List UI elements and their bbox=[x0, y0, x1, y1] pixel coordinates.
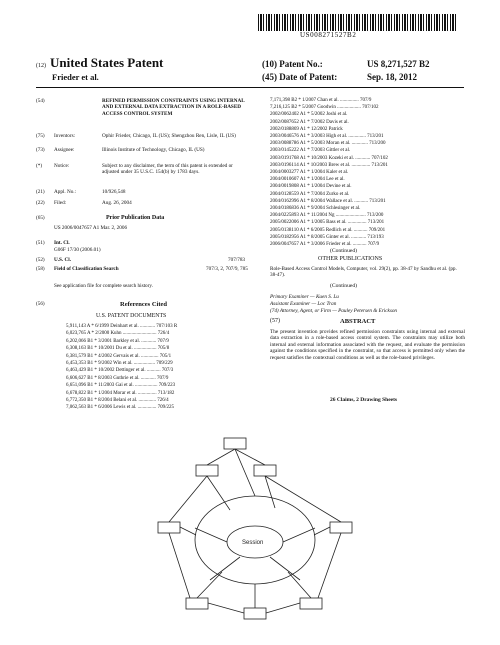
reference-row: 2004/0003277 A1 * 1/2004 Kaler et al. bbox=[270, 170, 349, 175]
reference-row: 2005/0182956 A1 * 8/2005 Ginter et al. ............ 713/193 bbox=[270, 234, 384, 240]
reference-row: 7,216,125 B2 * 5/2007 Goodwin ................... 707/102 bbox=[270, 105, 379, 111]
patent-date-label: (45) Date of Patent: bbox=[262, 72, 338, 82]
reference-row: 6,453,353 B1 * 9/2002 Win et al. ................. 709/229 bbox=[66, 361, 173, 366]
reference-row: 2002/0062402 A1 * 5/2002 Joshi et al. bbox=[270, 112, 348, 118]
other-publications-text: Role-Based Access Control Models, Computer, vol. 29(2), pp. 38-47 by Sandhu et al. (pp. 38-47). bbox=[270, 266, 457, 279]
patent-date-line bbox=[262, 72, 418, 82]
reference-row: 6,651,096 B1 * 11/2003 Gai et al. .................. 709/223 bbox=[66, 383, 176, 389]
reference-row: 2004/0186836 A1 * 9/2004 Schlesinger et al. bbox=[270, 206, 361, 211]
field-code: (75) bbox=[36, 133, 45, 139]
reference-row: 7,171,398 B2 * 1/2007 Chan et al. ............... 707/9 bbox=[270, 98, 372, 103]
reference-row: 2004/0010607 A1 * 1/2004 Lee et al. bbox=[270, 177, 345, 183]
int-cl-value: G06F 17/30 (2006.01) bbox=[54, 247, 101, 253]
us-cl-code: (52) bbox=[36, 257, 45, 263]
reference-row: 2003/0088786 A1 * 5/2003 Moran et al. ............. 713/200 bbox=[270, 141, 386, 147]
us-cl-label: U.S. Cl. bbox=[54, 257, 72, 263]
prior-pub-value: US 2006/0047657 A1 Mar. 2, 2006 bbox=[54, 225, 128, 231]
field-label: Inventors: bbox=[54, 133, 76, 139]
patent-date: Sep. 18, 2012 bbox=[367, 72, 418, 82]
field-value: Ophir Frieder, Chicago, IL (US); Shengzhou Ren, Lisle, IL (US) bbox=[102, 133, 236, 139]
int-cl-label: Int. Cl. bbox=[54, 240, 70, 246]
reference-row: 6,463,429 B1 * 10/2002 Dettinger et al. ........... 707/3 bbox=[66, 368, 174, 374]
prior-pub-title: Prior Publication Data bbox=[106, 215, 165, 221]
reference-row: 6,678,822 B1 * 1/2004 Morar et al. ............... 713/182 bbox=[66, 390, 175, 396]
reference-row: 2005/0022006 A1 * 1/2005 Bass et al. ............... 713/201 bbox=[270, 220, 385, 226]
reference-row: 6,381,579 B1 * 4/2002 Gervais et al. .............. 705/1 bbox=[66, 353, 172, 359]
continued-label-1: (Continued) bbox=[330, 248, 358, 254]
field-value: 10/926,548 bbox=[102, 189, 126, 195]
claims-line: 26 Claims, 2 Drawing Sheets bbox=[330, 397, 398, 403]
field-label: Notice: bbox=[54, 163, 70, 169]
examiner-line: Primary Examiner — Kuen S. Lu bbox=[270, 294, 339, 300]
examiner-line: Assistant Examiner — Loc Tran bbox=[270, 301, 337, 307]
barcode-number: US008271527B2 bbox=[300, 31, 357, 39]
figure-edge bbox=[195, 528, 315, 580]
reference-row: 6,202,066 B1 * 3/2001 Barkley et al. ............ 707/9 bbox=[66, 338, 169, 344]
patent-number-line bbox=[262, 59, 430, 69]
field-value: Illinois Institute of Technology, Chicago, IL (US) bbox=[102, 147, 205, 153]
field-label: Appl. No.: bbox=[54, 189, 77, 195]
figure-node-perm-2 bbox=[330, 522, 352, 533]
references-title: References Cited bbox=[120, 301, 167, 308]
references-code: (56) bbox=[36, 301, 45, 307]
reference-row: 6,023,765 A * 2/2000 Kuhn ........................... 726/4 bbox=[66, 331, 170, 337]
barcode bbox=[258, 14, 456, 31]
reference-row: 2002/0188869 A1 * 12/2002 Patrick bbox=[270, 126, 343, 132]
reference-row: 2003/0145222 A1 * 7/2003 Gittler et al. bbox=[270, 148, 351, 154]
figure-node-obj-2 bbox=[244, 608, 266, 619]
figure-node-user bbox=[224, 438, 246, 449]
reference-row: 2002/0087652 A1 * 7/2002 Davis et al. bbox=[270, 119, 349, 125]
examiner-line: (74) Attorney, Agent, or Firm — Pauley Petersen & Erickson bbox=[270, 308, 398, 314]
header-rule bbox=[36, 87, 464, 88]
search-history-note: See application file for complete search history. bbox=[54, 283, 153, 289]
us-cl-value: 707/783 bbox=[228, 257, 246, 263]
field-code: (*) bbox=[36, 163, 43, 169]
reference-row: 6,308,163 B1 * 10/2001 Du et al. .................. 705/8 bbox=[66, 346, 170, 352]
reference-row: 2004/0019808 A1 * 1/2004 Devine et al. bbox=[270, 184, 352, 190]
figure-edge bbox=[207, 449, 275, 510]
reference-row: 2006/0047657 A1 * 3/2006 Frieder et al. ........... 707/9 bbox=[270, 242, 380, 247]
reference-row: 6,772,350 B1 * 8/2004 Belani et al. .............. 726/4 bbox=[66, 398, 169, 403]
reference-row: 2003/0196114 A1 * 10/2003 Brew et al. ............... 713/201 bbox=[270, 162, 388, 168]
references-subtitle: U.S. PATENT DOCUMENTS bbox=[96, 313, 167, 319]
continued-label-2: (Continued) bbox=[330, 283, 358, 289]
representative-figure bbox=[150, 430, 360, 630]
reference-row: 2003/0046576 A1 * 3/2003 High et al. .............. 713/201 bbox=[270, 134, 384, 139]
field-search-code: (58) bbox=[36, 266, 45, 272]
figure-node-perm-1 bbox=[158, 522, 180, 533]
figure-node-role-2 bbox=[254, 465, 276, 476]
reference-row: 7,062,563 B1 * 6/2006 Lewis et al. ............... 709/225 bbox=[66, 405, 175, 411]
other-publications-title: OTHER PUBLICATIONS bbox=[318, 256, 383, 262]
field-search-value: 707/3, 2, 707/9, 785 bbox=[206, 266, 248, 272]
patent-office-title bbox=[36, 55, 163, 71]
figure-node-obj-1 bbox=[186, 598, 208, 609]
patent-number-label: (10) Patent No.: bbox=[262, 59, 323, 69]
reference-row: 6,606,627 B1 * 8/2003 Guthrie et al. ............ 707/9 bbox=[66, 375, 169, 381]
reference-row: 2005/0138110 A1 * 6/2005 Redlich et al. ........... 709/201 bbox=[270, 227, 386, 233]
patent-number: US 8,271,527 B2 bbox=[367, 59, 430, 69]
reference-row: 2004/0162996 A1 * 8/2004 Wallace et al. ........... 713/201 bbox=[270, 198, 386, 204]
field-code: (73) bbox=[36, 147, 45, 153]
reference-row: 2003/0191768 A1 * 10/2003 Kozeki et al. ............ 707/102 bbox=[270, 155, 388, 161]
field-value: Aug. 26, 2004 bbox=[102, 200, 132, 206]
figure-node-role-1 bbox=[196, 465, 218, 476]
field-code: (22) bbox=[36, 200, 45, 206]
field-code: (21) bbox=[36, 189, 45, 195]
field-label: Filed: bbox=[54, 200, 67, 206]
abstract-text: The present invention provides refined permission constraints using internal and external data extraction in a role-based access control system. The constraints may utilize both internal and external information associated with the request, and evaluate the permission against the conditions specified in the constraint, so that access is permitted only when the request satisfies the contextual conditions as well as the role-based privileges. bbox=[270, 329, 465, 361]
office-code: (12) bbox=[36, 63, 46, 69]
int-cl-code: (51) bbox=[36, 240, 45, 246]
office-name: United States Patent bbox=[50, 55, 164, 70]
inventor-short: Frieder et al. bbox=[52, 72, 99, 82]
abstract-title: ABSTRACT bbox=[340, 318, 376, 325]
field-search-label: Field of Classification Search bbox=[54, 266, 119, 272]
prior-pub-code: (65) bbox=[36, 215, 45, 221]
reference-row: 2004/0128559 A1 * 7/2004 Zurko et al. bbox=[270, 191, 350, 197]
figure-node-obj-3 bbox=[300, 598, 322, 609]
field-value: Subject to any disclaimer, the term of this patent is extended or adjusted under 35 U.S.C. 154(b) by 1783 days. bbox=[102, 163, 233, 176]
field-value: REFINED PERMISSION CONSTRAINTS USING INTERNAL AND EXTERNAL DATA EXTRACTION IN A ROLE-BASED ACCESS CONTROL SYSTEM bbox=[102, 98, 245, 117]
reference-row: 2004/0225893 A1 * 11/2004 Ng ........................ 713/200 bbox=[270, 213, 384, 219]
field-label: Assignee: bbox=[54, 147, 75, 153]
figure-center-label: Session bbox=[242, 540, 264, 546]
abstract-code: (57) bbox=[270, 318, 280, 324]
reference-row: 5,911,143 A * 6/1999 Deinhart et al. ............ 707/103 R bbox=[66, 324, 178, 329]
field-code: (54) bbox=[36, 98, 45, 104]
